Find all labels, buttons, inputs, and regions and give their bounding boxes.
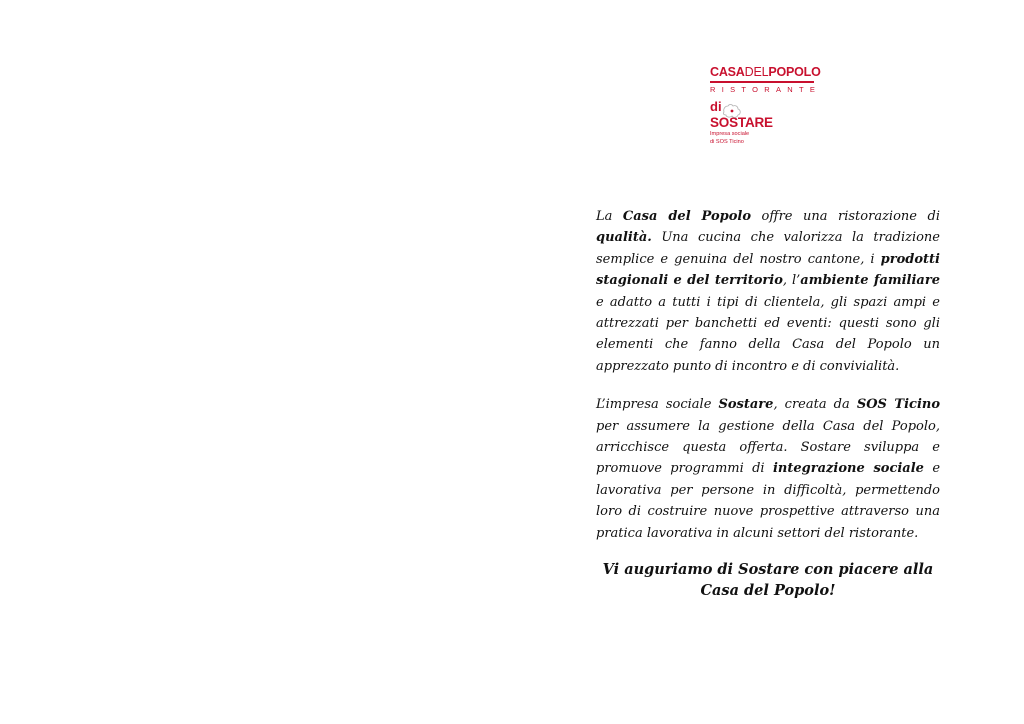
emphasis-text: prodotti stagionali e del territorio <box>596 251 940 289</box>
logo-sostare: SOSTARE <box>710 115 773 130</box>
logo-di-row <box>710 100 770 113</box>
closing-line-2: Casa del Popolo! <box>700 582 836 600</box>
logo-tagline-1: Impresa sociale <box>710 131 750 137</box>
logo-casa: CASA <box>710 65 745 79</box>
ticino-map-icon <box>721 103 743 119</box>
body-text: L’impresa sociale <box>596 397 719 413</box>
logo-divider <box>710 81 814 83</box>
emphasis-text: qualità. <box>596 230 652 246</box>
logo-ristorante: RISTORANTE <box>710 85 822 94</box>
emphasis-text: Sostare <box>718 397 774 413</box>
body-text: La <box>596 209 623 224</box>
body-text: e adatto a tutti i tipi di clientela, gli spazi ampi e attrezzati per banchetti ed eventi: questi sono gli elementi che fanno della Casa del Popolo un apprezzato punto di incontro e di convivialità. <box>596 294 940 374</box>
body-text: e lavorativa per persone in difficoltà, permettendo loro di costruire nuove prospettive attraverso una pratica lavorativa in alcuni settori del ristorante. <box>596 461 941 541</box>
body-text: per assumere la gestione della Casa del Popolo, arricchisce questa offerta. Sostare sviluppa e promuove programmi di <box>596 418 940 477</box>
logo-del: DEL <box>744 65 769 79</box>
body-text: , l’ <box>782 273 801 289</box>
paragraph-sostare <box>596 394 940 544</box>
casa-del-popolo-logo <box>710 66 820 145</box>
body-text: , creata da <box>773 397 857 413</box>
closing-line-1: Vi auguriamo di Sostare con piacere alla <box>602 561 934 579</box>
emphasis-text: SOS Ticino <box>856 397 940 413</box>
emphasis-text: integrazione sociale <box>772 461 924 477</box>
emphasis-text: ambiente familiare <box>800 273 940 289</box>
logo-popolo: POPOLO <box>768 65 821 79</box>
logo-tagline-2: di SOS Ticino <box>710 138 744 145</box>
intro-text <box>596 206 940 601</box>
body-text: Una cucina che valorizza la tradizione semplice e genuina del nostro cantone, i <box>596 230 940 267</box>
logo-wordmark <box>710 66 820 79</box>
closing-message <box>596 559 940 601</box>
logo-di: di <box>710 99 722 114</box>
paragraph-casa-del-popolo <box>596 206 940 377</box>
body-text: offre una ristorazione di <box>751 209 940 224</box>
emphasis-text: Casa del Popolo <box>622 209 752 224</box>
